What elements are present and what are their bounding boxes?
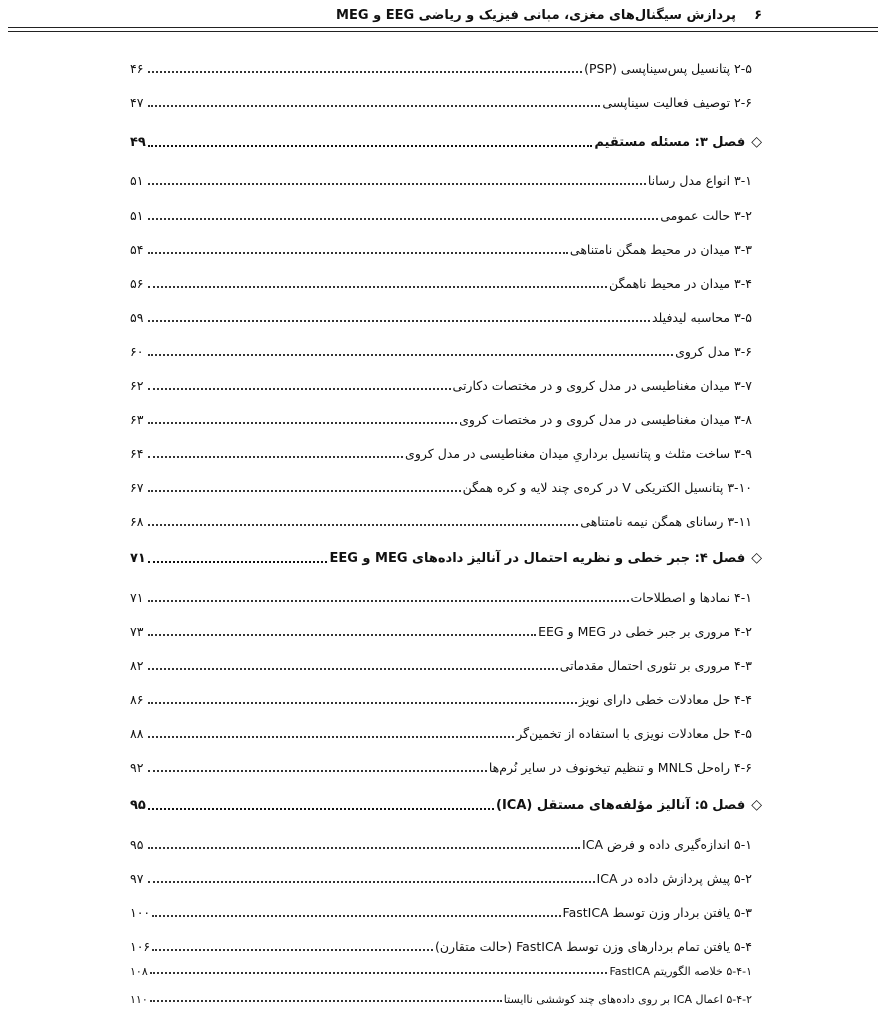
toc-section-entry[interactable] xyxy=(130,936,752,956)
dot-leader xyxy=(148,769,487,772)
toc-entry-page: ۹۷ xyxy=(130,870,144,886)
toc-entry-title: فصل ۳: مسئله مستقیم xyxy=(594,134,746,150)
dot-leader xyxy=(148,182,646,185)
toc-entry-page: ۶۸ xyxy=(130,513,144,529)
toc-section-entry[interactable] xyxy=(130,273,752,293)
toc-entry-page: ۵۴ xyxy=(130,241,144,257)
toc-entry-title: ۵-۲ پیش پردازش داده در ICA xyxy=(596,870,752,886)
toc-section-entry[interactable] xyxy=(130,868,752,888)
toc-entry-page: ۱۰۶ xyxy=(130,938,151,954)
toc-section-entry[interactable] xyxy=(130,58,752,78)
toc-entry-title: ۵-۳ یافتن بردار وزن توسط FastICA xyxy=(562,904,752,920)
toc-entry-page: ۱۰۰ xyxy=(130,904,151,920)
toc-entry-title: ۳-۱ انواع مدل رسانا xyxy=(647,172,752,188)
dot-leader xyxy=(148,701,577,704)
toc-entry-page: ۶۰ xyxy=(130,343,144,359)
toc-entry-title: ۳-۸ میدان مغناطیسی در مدل کروی و در مختصات کروی xyxy=(459,411,752,427)
toc-entry-page: ۵۹ xyxy=(130,309,144,325)
toc-entry-page: ۴۹ xyxy=(130,134,146,150)
toc-entry-title: ۴-۶ راه‌حل MNLS و تنظیم تیخونوف در سایر نُرم‌ها xyxy=(488,759,752,775)
toc-section-entry[interactable] xyxy=(130,655,752,675)
toc-subsection-entry[interactable] xyxy=(130,963,752,979)
dot-leader xyxy=(148,387,451,390)
dot-leader xyxy=(148,455,403,458)
toc-entry-title: ۳-۶ مدل کروی xyxy=(675,343,752,359)
toc-section-entry[interactable] xyxy=(130,205,752,225)
toc-entry-page: ۴۷ xyxy=(130,94,144,110)
page-number: ۶ xyxy=(754,8,762,23)
toc-entry-title: ۴-۳ مروری بر تئوری احتمال مقدماتی xyxy=(559,657,752,673)
toc-section-entry[interactable] xyxy=(130,689,752,709)
toc-entry-page: ۱۰۸ xyxy=(130,964,148,978)
dot-leader xyxy=(148,421,457,424)
dot-leader xyxy=(148,846,580,849)
toc-chapter-entry[interactable] xyxy=(130,548,762,568)
dot-leader xyxy=(152,948,433,951)
toc-section-entry[interactable] xyxy=(130,375,752,395)
toc-entry-page: ۶۴ xyxy=(130,445,144,461)
diamond-icon: ◇ xyxy=(751,134,762,150)
toc-entry-page: ۶۷ xyxy=(130,479,144,495)
dot-leader xyxy=(148,633,536,636)
toc-entry-title: ۳-۱۱ رسانای همگن نیمه نامتناهی xyxy=(580,513,752,529)
dot-leader xyxy=(148,807,494,810)
toc-entry-page: ۹۵ xyxy=(130,836,144,852)
toc-entry-page: ۷۱ xyxy=(130,589,144,605)
dot-leader xyxy=(148,667,558,670)
toc-entry-page: ۷۳ xyxy=(130,623,144,639)
toc-section-entry[interactable] xyxy=(130,902,752,922)
toc-entry-title: ۳-۷ میدان مغناطیسی در مدل کروی و در مختصات دکارتی xyxy=(452,377,752,393)
toc-entry-title: ۲-۶ توصیف فعالیت سیناپسی xyxy=(602,94,752,110)
dot-leader xyxy=(148,217,658,220)
toc-entry-title: ۴-۴ حل معادلات خطی دارای نویز xyxy=(578,691,752,707)
toc-section-entry[interactable] xyxy=(130,511,752,531)
diamond-icon: ◇ xyxy=(751,797,762,813)
toc-section-entry[interactable] xyxy=(130,477,752,497)
toc-entry-page: ۴۶ xyxy=(130,60,144,76)
dot-leader xyxy=(148,319,650,322)
toc-entry-title: ۴-۱ نمادها و اصطلاحات xyxy=(630,589,752,605)
toc-section-entry[interactable] xyxy=(130,621,752,641)
dot-leader xyxy=(148,144,592,147)
toc-entry-title: ۵-۱ اندازه‌گیری داده و فرض ICA xyxy=(582,836,752,852)
dot-leader xyxy=(150,999,502,1002)
dot-leader xyxy=(148,880,595,883)
dot-leader xyxy=(148,104,600,107)
toc-section-entry[interactable] xyxy=(130,307,752,327)
dot-leader xyxy=(148,489,461,492)
toc-entry-title: ۲-۵ پتانسیل پس‌سیناپسی (PSP) xyxy=(584,60,752,76)
toc-entry-page: ۹۵ xyxy=(130,797,146,813)
toc-entry-page: ۸۸ xyxy=(130,725,144,741)
toc-entry-title: ۳-۵ محاسبه لیدفیلد xyxy=(651,309,752,325)
toc-chapter-entry[interactable] xyxy=(130,795,762,815)
toc-entry-title: ۳-۴ میدان در محیط ناهمگن xyxy=(608,275,752,291)
toc-entry-page: ۵۱ xyxy=(130,207,144,223)
toc-entry-title: ۳-۱۰ پتانسیل الکتریکی V در کره‌ی چند لایه و کره همگن xyxy=(462,479,752,495)
toc-entry-page: ۱۱۰ xyxy=(130,992,148,1006)
dot-leader xyxy=(148,285,607,288)
toc-entry-title: ۵-۴ یافتن تمام بردارهای وزن توسط FastICA (حالت متقارن) xyxy=(435,938,752,954)
toc-entry-page: ۵۶ xyxy=(130,275,144,291)
toc-section-entry[interactable] xyxy=(130,239,752,259)
toc-entry-title: ۴-۵ حل معادلات نویزی با استفاده از تخمین‌گر xyxy=(516,725,752,741)
toc-subsection-entry[interactable] xyxy=(130,991,752,1007)
toc-entry-page: ۶۳ xyxy=(130,411,144,427)
toc-section-entry[interactable] xyxy=(130,834,752,854)
dot-leader xyxy=(152,914,560,917)
dot-leader xyxy=(148,251,568,254)
toc-section-entry[interactable] xyxy=(130,170,752,190)
toc-entry-page: ۶۲ xyxy=(130,377,144,393)
toc-entry-page: ۸۶ xyxy=(130,691,144,707)
toc-entry-title: ۵-۴-۱ خلاصه الگوریتم FastICA xyxy=(609,964,752,978)
dot-leader xyxy=(150,971,608,974)
toc-entry-title: ۵-۴-۲ اعمال ICA بر روی داده‌های چند کوششی ناایستا xyxy=(503,992,752,1006)
toc-entry-title: ۳-۲ حالت عمومی xyxy=(660,207,752,223)
diamond-icon: ◇ xyxy=(751,550,762,566)
dot-leader xyxy=(148,70,582,73)
toc-chapter-entry[interactable] xyxy=(130,132,762,152)
toc-entry-page: ۸۲ xyxy=(130,657,144,673)
toc-entry-page: ۵۱ xyxy=(130,172,144,188)
dot-leader xyxy=(148,523,578,526)
toc-section-entry[interactable] xyxy=(130,92,752,112)
toc-section-entry[interactable] xyxy=(130,757,752,777)
toc-section-entry[interactable] xyxy=(130,409,752,429)
dot-leader xyxy=(148,599,629,602)
toc-entry-title: ۳-۹ ساخت مثلث و پتانسیل برداریِ میدان مغناطیسی در مدل کروی xyxy=(405,445,752,461)
dot-leader xyxy=(148,735,514,738)
dot-leader xyxy=(148,353,673,356)
toc-section-entry[interactable] xyxy=(130,587,752,607)
toc-entry-title: فصل ۵: آنالیز مؤلفه‌های مستقل (ICA) xyxy=(496,797,746,813)
toc-entry-title: فصل ۴: جبر خطی و نظریه احتمال در آنالیز داده‌های MEG و EEG xyxy=(329,550,746,566)
toc-section-entry[interactable] xyxy=(130,443,752,463)
toc-entry-title: ۳-۳ میدان در محیط همگن نامتناهی xyxy=(569,241,752,257)
toc-section-entry[interactable] xyxy=(130,341,752,361)
dot-leader xyxy=(148,560,327,563)
running-title: پردازش سیگنال‌های مغزی، مبانی فیزیک و ریاضی EEG و MEG xyxy=(336,8,736,23)
toc-entry-title: ۴-۲ مروری بر جبر خطی در MEG و EEG xyxy=(538,623,752,639)
toc-entry-page: ۷۱ xyxy=(130,550,146,566)
toc-entry-page: ۹۲ xyxy=(130,759,144,775)
toc-section-entry[interactable] xyxy=(130,723,752,743)
